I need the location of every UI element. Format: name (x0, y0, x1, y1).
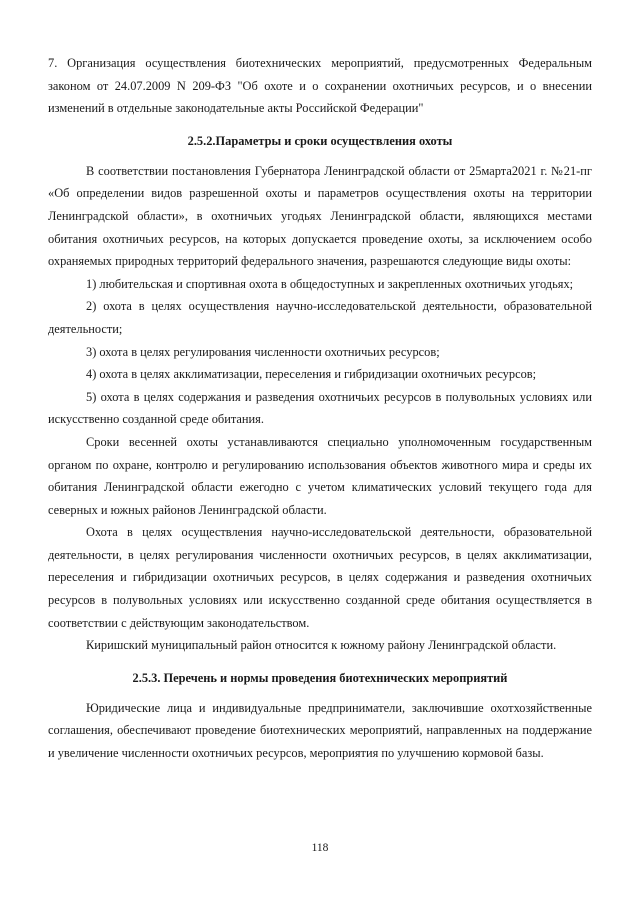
section-2-5-2-paragraph-4: Киришский муниципальный район относится к южному району Ленинградской области. (86, 638, 557, 653)
hunting-type-item-3: 3) охота в целях регулирования численности охотничьих ресурсов; (86, 344, 440, 359)
section-2-5-2-paragraph-1: В соответствии постановления Губернатора Ленинградской области от 25марта2021 г. №21-пг «Об определении видов разрешенной охоты и параметров осуществления охоты на территории Ленинградской области», в охотничьих угодьях Ленинградской области, являющихся местами обитания охотничьих ресурсов, на которых допускается проведение охоты, за исключением особо охраняемых природных территорий федерального значения, разрешаются следующие виды охоты: (48, 163, 592, 269)
document-page (48, 52, 592, 765)
hunting-type-item-5: 5) охота в целях содержания и разведения охотничьих ресурсов в полувольных условиях или искусственно созданной среде обитания. (48, 389, 592, 427)
hunting-type-item-1: 1) любительская и спортивная охота в общедоступных и закрепленных охотничьих угодьях; (86, 276, 574, 291)
section-2-5-2-paragraph-2: Сроки весенней охоты устанавливаются специально уполномоченным государственным органом по охране, контролю и регулированию использования объектов животного мира и среды их обитания Ленинградской области ежегодно с учетом климатических условий текущего года для северных и южных районов Ленинградской области. (48, 434, 592, 517)
section-2-5-3-paragraph-1: Юридические лица и индивидуальные предприниматели, заключившие охотхозяйственные соглашения, обеспечивают проведение биотехнических мероприятий, направленных на поддержание и увеличение численности охотничьих ресурсов, мероприятия по улучшению кормовой базы. (48, 700, 592, 761)
section-2-5-2-paragraph-3: Охота в целях осуществления научно-исследовательской деятельности, образовательной деятельности, в целях регулирования численности охотничьих ресурсов, в целях акклиматизации, переселения и гибридизации охотничьих ресурсов, в целях содержания и разведения охотничьих ресурсов в полувольных условиях или искусственно созданной среде обитания осуществляется в соответствии с действующим законодательством. (48, 525, 592, 630)
page-number: 118 (311, 842, 329, 854)
section-heading-2-5-3: 2.5.3. Перечень и нормы проведения биотехнических мероприятий (132, 670, 508, 685)
hunting-type-item-4: 4) охота в целях акклиматизации, переселения и гибридизации охотничьих ресурсов; (86, 367, 537, 382)
intro-item-7: 7. Организация осуществления биотехнических мероприятий, предусмотренных Федеральным законом от 24.07.2009 N 209-ФЗ "Об охоте и о сохранении охотничьих ресурсов, и о внесении изменений в отдельные законодательные акты Российской Федерации" (48, 56, 592, 116)
hunting-type-item-2: 2) охота в целях осуществления научно-исследовательской деятельности, образовательной деятельности; (48, 299, 592, 336)
section-heading-2-5-2: 2.5.2.Параметры и сроки осуществления охоты (187, 133, 453, 148)
